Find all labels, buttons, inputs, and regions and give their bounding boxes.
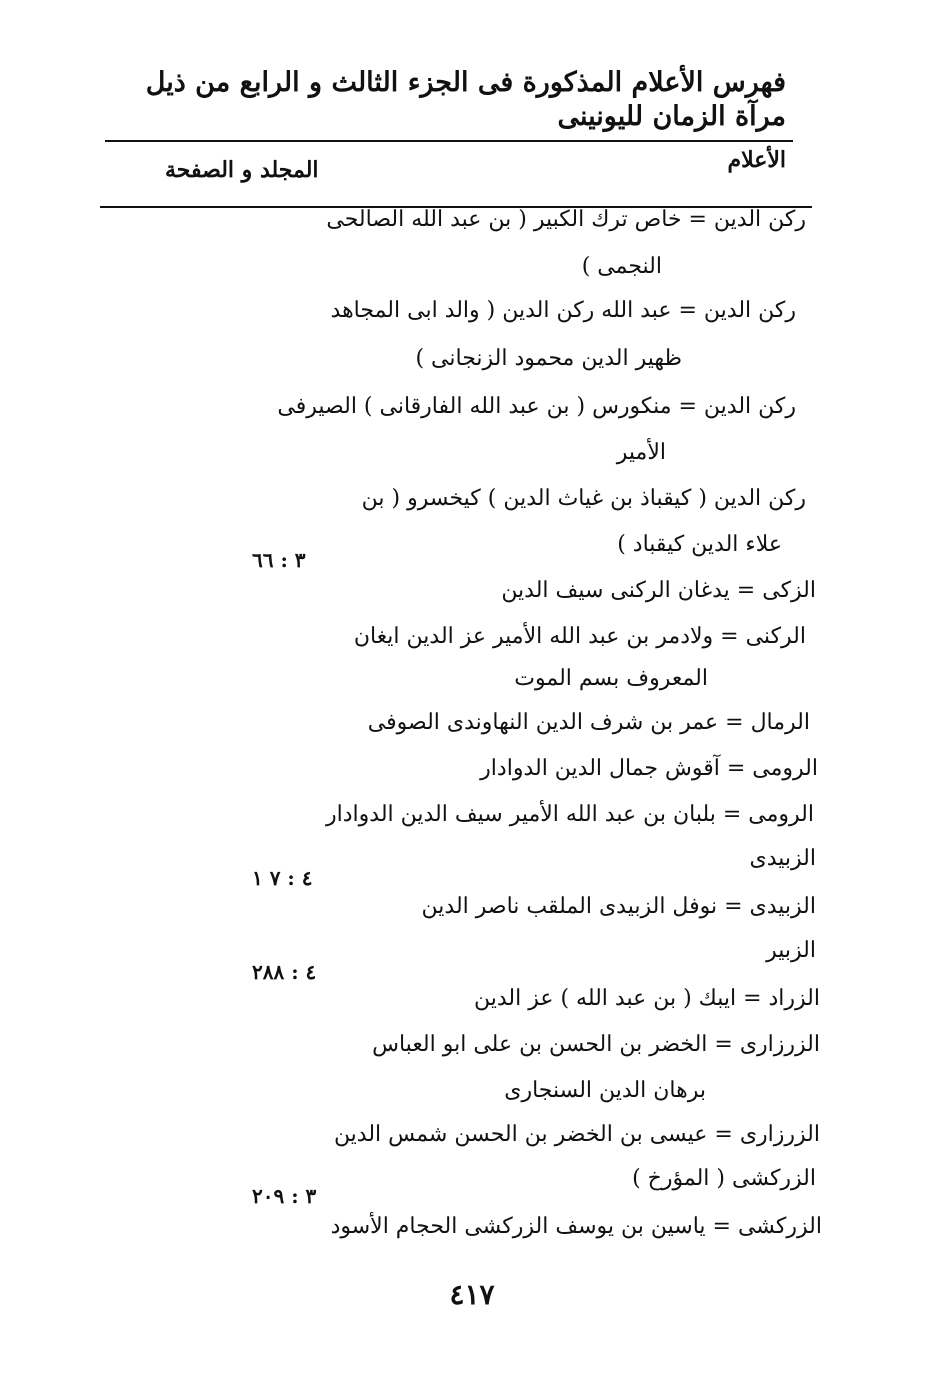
entry-line: الزرزارى = الخضر بن الحسن بن على ابو العباس [372, 1032, 820, 1057]
column-header-names: الأعلام [727, 147, 786, 173]
entry-line: الركنى = ولادمر بن عبد الله الأمير عز الدين ايغان [353, 624, 806, 649]
entry-line: ظهير الدين محمود الزنجانى ) [415, 346, 682, 371]
entry-line: علاء الدين كيقباد ) [617, 532, 782, 557]
header-divider-top [105, 140, 793, 142]
page-number: ٤١٧ [449, 1278, 495, 1311]
volume-page-reference: ٤ : ٢٨٨ [252, 960, 317, 984]
entry-line: الرومى = آقوش جمال الدين الدوادار [480, 756, 818, 781]
entry-line: النجمى ) [581, 254, 662, 279]
entry-line: ركن الدين ( كيقباذ بن غياث الدين ) كيخسرو ( بن [361, 486, 806, 511]
entry-line: برهان الدين السنجارى [504, 1078, 706, 1103]
entry-line: الزركشى = ياسين بن يوسف الزركشى الحجام الأسود [330, 1214, 822, 1239]
entry-line: ركن الدين = عبد الله ركن الدين ( والد ابى المجاهد [330, 298, 796, 323]
entry-line: الزكى = يدغان الركنى سيف الدين [501, 578, 816, 603]
entry-line: ركن الدين = خاص ترك الكبير ( بن عبد الله الصالحى [326, 207, 806, 232]
column-header-volume-page: المجلد و الصفحة [165, 157, 319, 183]
entry-line: الأمير [616, 440, 666, 465]
entry-line: الزبيدى = نوفل الزبيدى الملقب ناصر الدين [421, 894, 816, 919]
volume-page-reference: ٣ : ٦٦ [252, 548, 306, 572]
entry-line: ركن الدين = منكورس ( بن عبد الله الفارقانى ) الصيرفى [277, 394, 796, 419]
entry-line: الرومى = بلبان بن عبد الله الأمير سيف الدين الدوادار [326, 802, 814, 827]
entry-line: الزبير [766, 938, 816, 963]
entry-line: الزركشى ( المؤرخ ) [632, 1166, 816, 1191]
entry-line: الزبيدى [749, 846, 816, 871]
entry-line: الزراد = ايبك ( بن عبد الله ) عز الدين [473, 986, 820, 1011]
page-title: فهرس الأعلام المذكورة فى الجزء الثالث و الرابع من ذيل مرآة الزمان لليونينى [145, 67, 786, 132]
volume-page-reference: ٤ : ٧ ١ [252, 866, 313, 890]
entry-line: الرمال = عمر بن شرف الدين النهاوندى الصوفى [367, 710, 810, 735]
entry-line: المعروف بسم الموت [514, 666, 708, 691]
entry-line: الزرزارى = عيسى بن الخضر بن الحسن شمس الدين [333, 1122, 820, 1147]
volume-page-reference: ٣ : ٢٠٩ [252, 1184, 317, 1208]
